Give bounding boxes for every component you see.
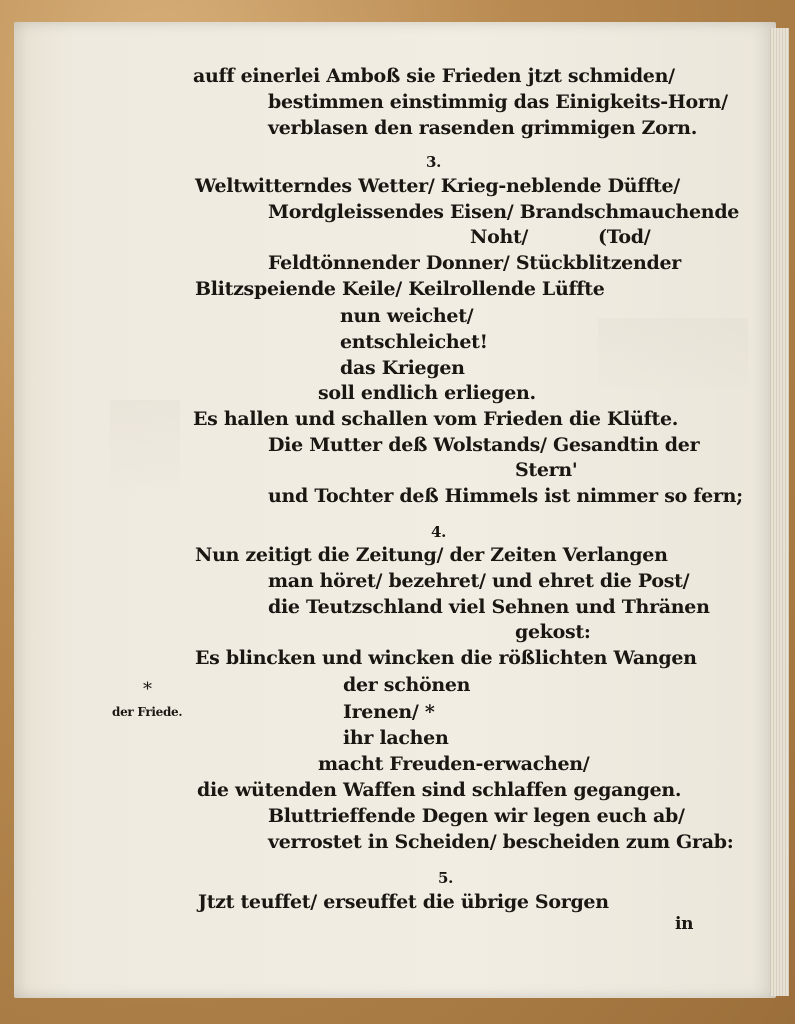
verse-line: Mordgleissendes Eisen/ Brandschmauchende bbox=[268, 201, 740, 223]
verse-line: Stern' bbox=[515, 459, 578, 481]
verse-line: soll endlich erliegen. bbox=[318, 382, 536, 404]
verse-line: Blitzspeiende Keile/ Keilrollende Lüffte bbox=[195, 278, 605, 300]
verse-line: und Tochter deß Himmels ist nimmer so fern; bbox=[268, 485, 743, 507]
verse-line: macht Freuden-erwachen/ bbox=[318, 753, 590, 775]
verse-line: Bluttrieffende Degen wir legen euch ab/ bbox=[268, 805, 685, 827]
page-edges bbox=[770, 28, 789, 996]
verse-line: verrostet in Scheiden/ bescheiden zum Grab: bbox=[268, 831, 734, 853]
verse-line: auff einerlei Amboß sie Frieden jtzt schmiden/ bbox=[193, 65, 675, 87]
verse-line: der schönen bbox=[343, 674, 471, 696]
stanza-number: 3. bbox=[426, 153, 442, 171]
verse-line: man höret/ bezehret/ und ehret die Post/ bbox=[268, 570, 690, 592]
verse-line: Feldtönnender Donner/ Stückblitzender bbox=[268, 252, 681, 274]
verse-line: Jtzt teuffet/ erseuffet die übrige Sorgen bbox=[198, 891, 609, 913]
verse-line: Es blincken und wincken die rößlichten Wangen bbox=[195, 647, 697, 669]
verse-line: ihr lachen bbox=[343, 727, 449, 749]
verse-line: entschleichet! bbox=[340, 331, 488, 353]
show-through-shadow bbox=[598, 318, 748, 388]
verse-line: nun weichet/ bbox=[340, 305, 474, 327]
show-through-shadow-left bbox=[110, 400, 180, 490]
verse-line: die wütenden Waffen sind schlaffen gegangen. bbox=[197, 779, 682, 801]
verse-line: Weltwitterndes Wetter/ Krieg-neblende Düffte/ bbox=[195, 175, 680, 197]
verse-line: Die Mutter deß Wolstands/ Gesandtin der bbox=[268, 434, 700, 456]
margin-note-star: * bbox=[143, 679, 152, 700]
verse-line: Irenen/ * bbox=[343, 701, 435, 723]
verse-line: Nun zeitigt die Zeitung/ der Zeiten Verlangen bbox=[195, 544, 668, 566]
verse-line: die Teutzschland viel Sehnen und Thränen bbox=[268, 596, 710, 618]
verse-line: Es hallen und schallen vom Frieden die Klüfte. bbox=[193, 408, 679, 430]
catchword: in bbox=[675, 914, 694, 934]
verse-line-carryover: (Tod/ bbox=[598, 226, 651, 248]
margin-note: der Friede. bbox=[112, 705, 183, 719]
verse-line: Noht/ bbox=[470, 226, 529, 248]
verse-line: verblasen den rasenden grimmigen Zorn. bbox=[268, 117, 698, 139]
verse-line: gekost: bbox=[515, 621, 591, 643]
verse-line: das Kriegen bbox=[340, 357, 465, 379]
stanza-number: 4. bbox=[431, 523, 447, 541]
verse-line: bestimmen einstimmig das Einigkeits-Horn/ bbox=[268, 91, 728, 113]
stanza-number: 5. bbox=[438, 869, 454, 887]
